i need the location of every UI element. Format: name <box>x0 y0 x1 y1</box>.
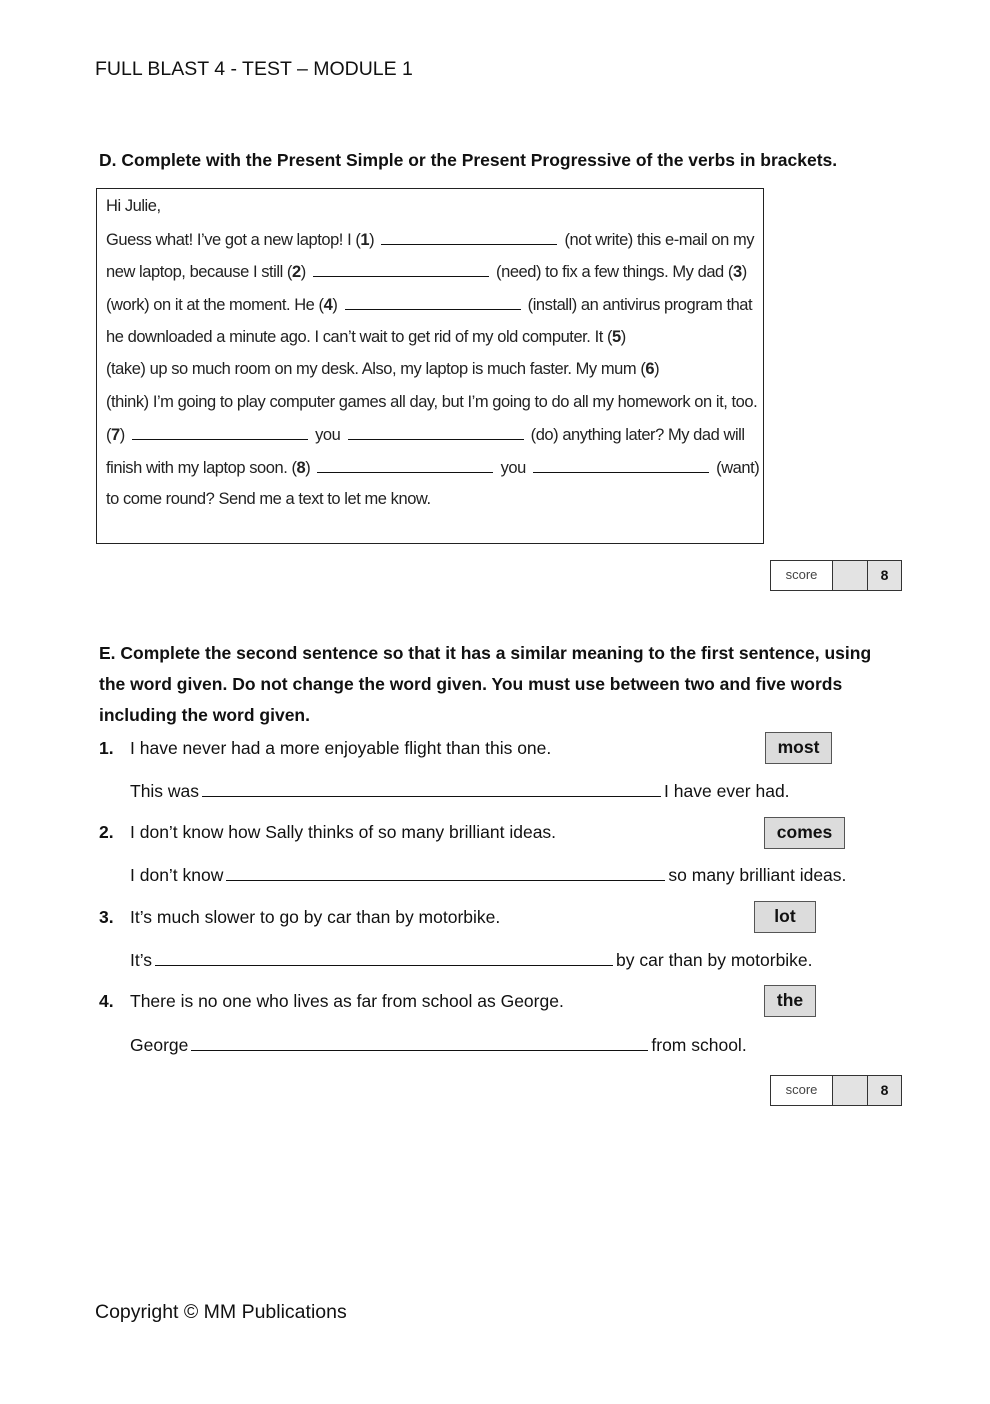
keyword-box: comes <box>764 817 845 849</box>
answer-gap[interactable] <box>155 949 613 966</box>
answer-gap[interactable] <box>191 1034 648 1051</box>
gap-8a[interactable] <box>317 458 493 473</box>
keyword-box: the <box>764 985 816 1017</box>
answer-gap[interactable] <box>202 780 661 797</box>
gap-2[interactable] <box>313 262 489 277</box>
letter-line-4: he downloaded a minute ago. I can’t wait to get rid of my old computer. It (5) <box>106 328 626 346</box>
score-box-d <box>770 560 902 591</box>
letter-greeting: Hi Julie, <box>106 197 161 215</box>
letter-line-8: finish with my laptop soon. (8) you (want) <box>106 459 760 477</box>
section-e-title: E. Complete the second sentence so that it has a similar meaning to the first sentence, using the word given. Do not change the word given. You must use between two and five words including the word given. <box>99 643 872 725</box>
copyright-footer: Copyright © MM Publications <box>95 1301 347 1323</box>
keyword-box: most <box>765 732 832 764</box>
letter-box <box>96 188 764 544</box>
answer-line: George from school. <box>130 1035 747 1055</box>
gap-1[interactable] <box>381 230 557 245</box>
question-number: 1. <box>99 738 114 758</box>
letter-line-3: (work) on it at the moment. He (4) (install) an antivirus program that <box>106 296 753 314</box>
score-input[interactable] <box>833 561 868 590</box>
answer-line: This was I have ever had. <box>130 781 790 801</box>
letter-line-6: (think) I’m going to play computer games all day, but I’m going to do all my homework on it, too. <box>106 393 758 411</box>
question-number: 4. <box>99 991 114 1011</box>
letter-line-1: Guess what! I’ve got a new laptop! I (1) (not write) this e-mail on my <box>106 231 755 249</box>
score-box-e <box>770 1075 902 1106</box>
letter-line-7: (7) you (do) anything later? My dad will <box>106 426 745 444</box>
keyword-box: lot <box>754 901 816 933</box>
section-d-title: D. Complete with the Present Simple or the Present Progressive of the verbs in brackets. <box>99 150 838 170</box>
gap-8b[interactable] <box>533 458 709 473</box>
score-max: 8 <box>868 561 901 590</box>
gap-7a[interactable] <box>132 425 308 440</box>
letter-line-9: to come round? Send me a text to let me know. <box>106 490 431 508</box>
score-input[interactable] <box>833 1076 868 1105</box>
score-label: score <box>771 1076 833 1105</box>
letter-line-2: new laptop, because I still (2) (need) to fix a few things. My dad (3) <box>106 263 747 281</box>
gap-7b[interactable] <box>348 425 524 440</box>
question-sentence: It’s much slower to go by car than by motorbike. <box>130 907 501 927</box>
answer-line: I don’t know so many brilliant ideas. <box>130 865 847 885</box>
answer-gap[interactable] <box>226 864 665 881</box>
letter-line-5: (take) up so much room on my desk. Also, my laptop is much faster. My mum (6) <box>106 360 660 378</box>
question-sentence: I don’t know how Sally thinks of so many brilliant ideas. <box>130 822 557 842</box>
question-number: 3. <box>99 907 114 927</box>
score-max: 8 <box>868 1076 901 1105</box>
question-sentence: I have never had a more enjoyable flight than this one. <box>130 738 552 758</box>
score-label: score <box>771 561 833 590</box>
question-sentence: There is no one who lives as far from school as George. <box>130 991 564 1011</box>
answer-line: It’s by car than by motorbike. <box>130 950 813 970</box>
gap-4[interactable] <box>345 295 521 310</box>
question-number: 2. <box>99 822 114 842</box>
page-header: FULL BLAST 4 - TEST – MODULE 1 <box>95 58 413 80</box>
